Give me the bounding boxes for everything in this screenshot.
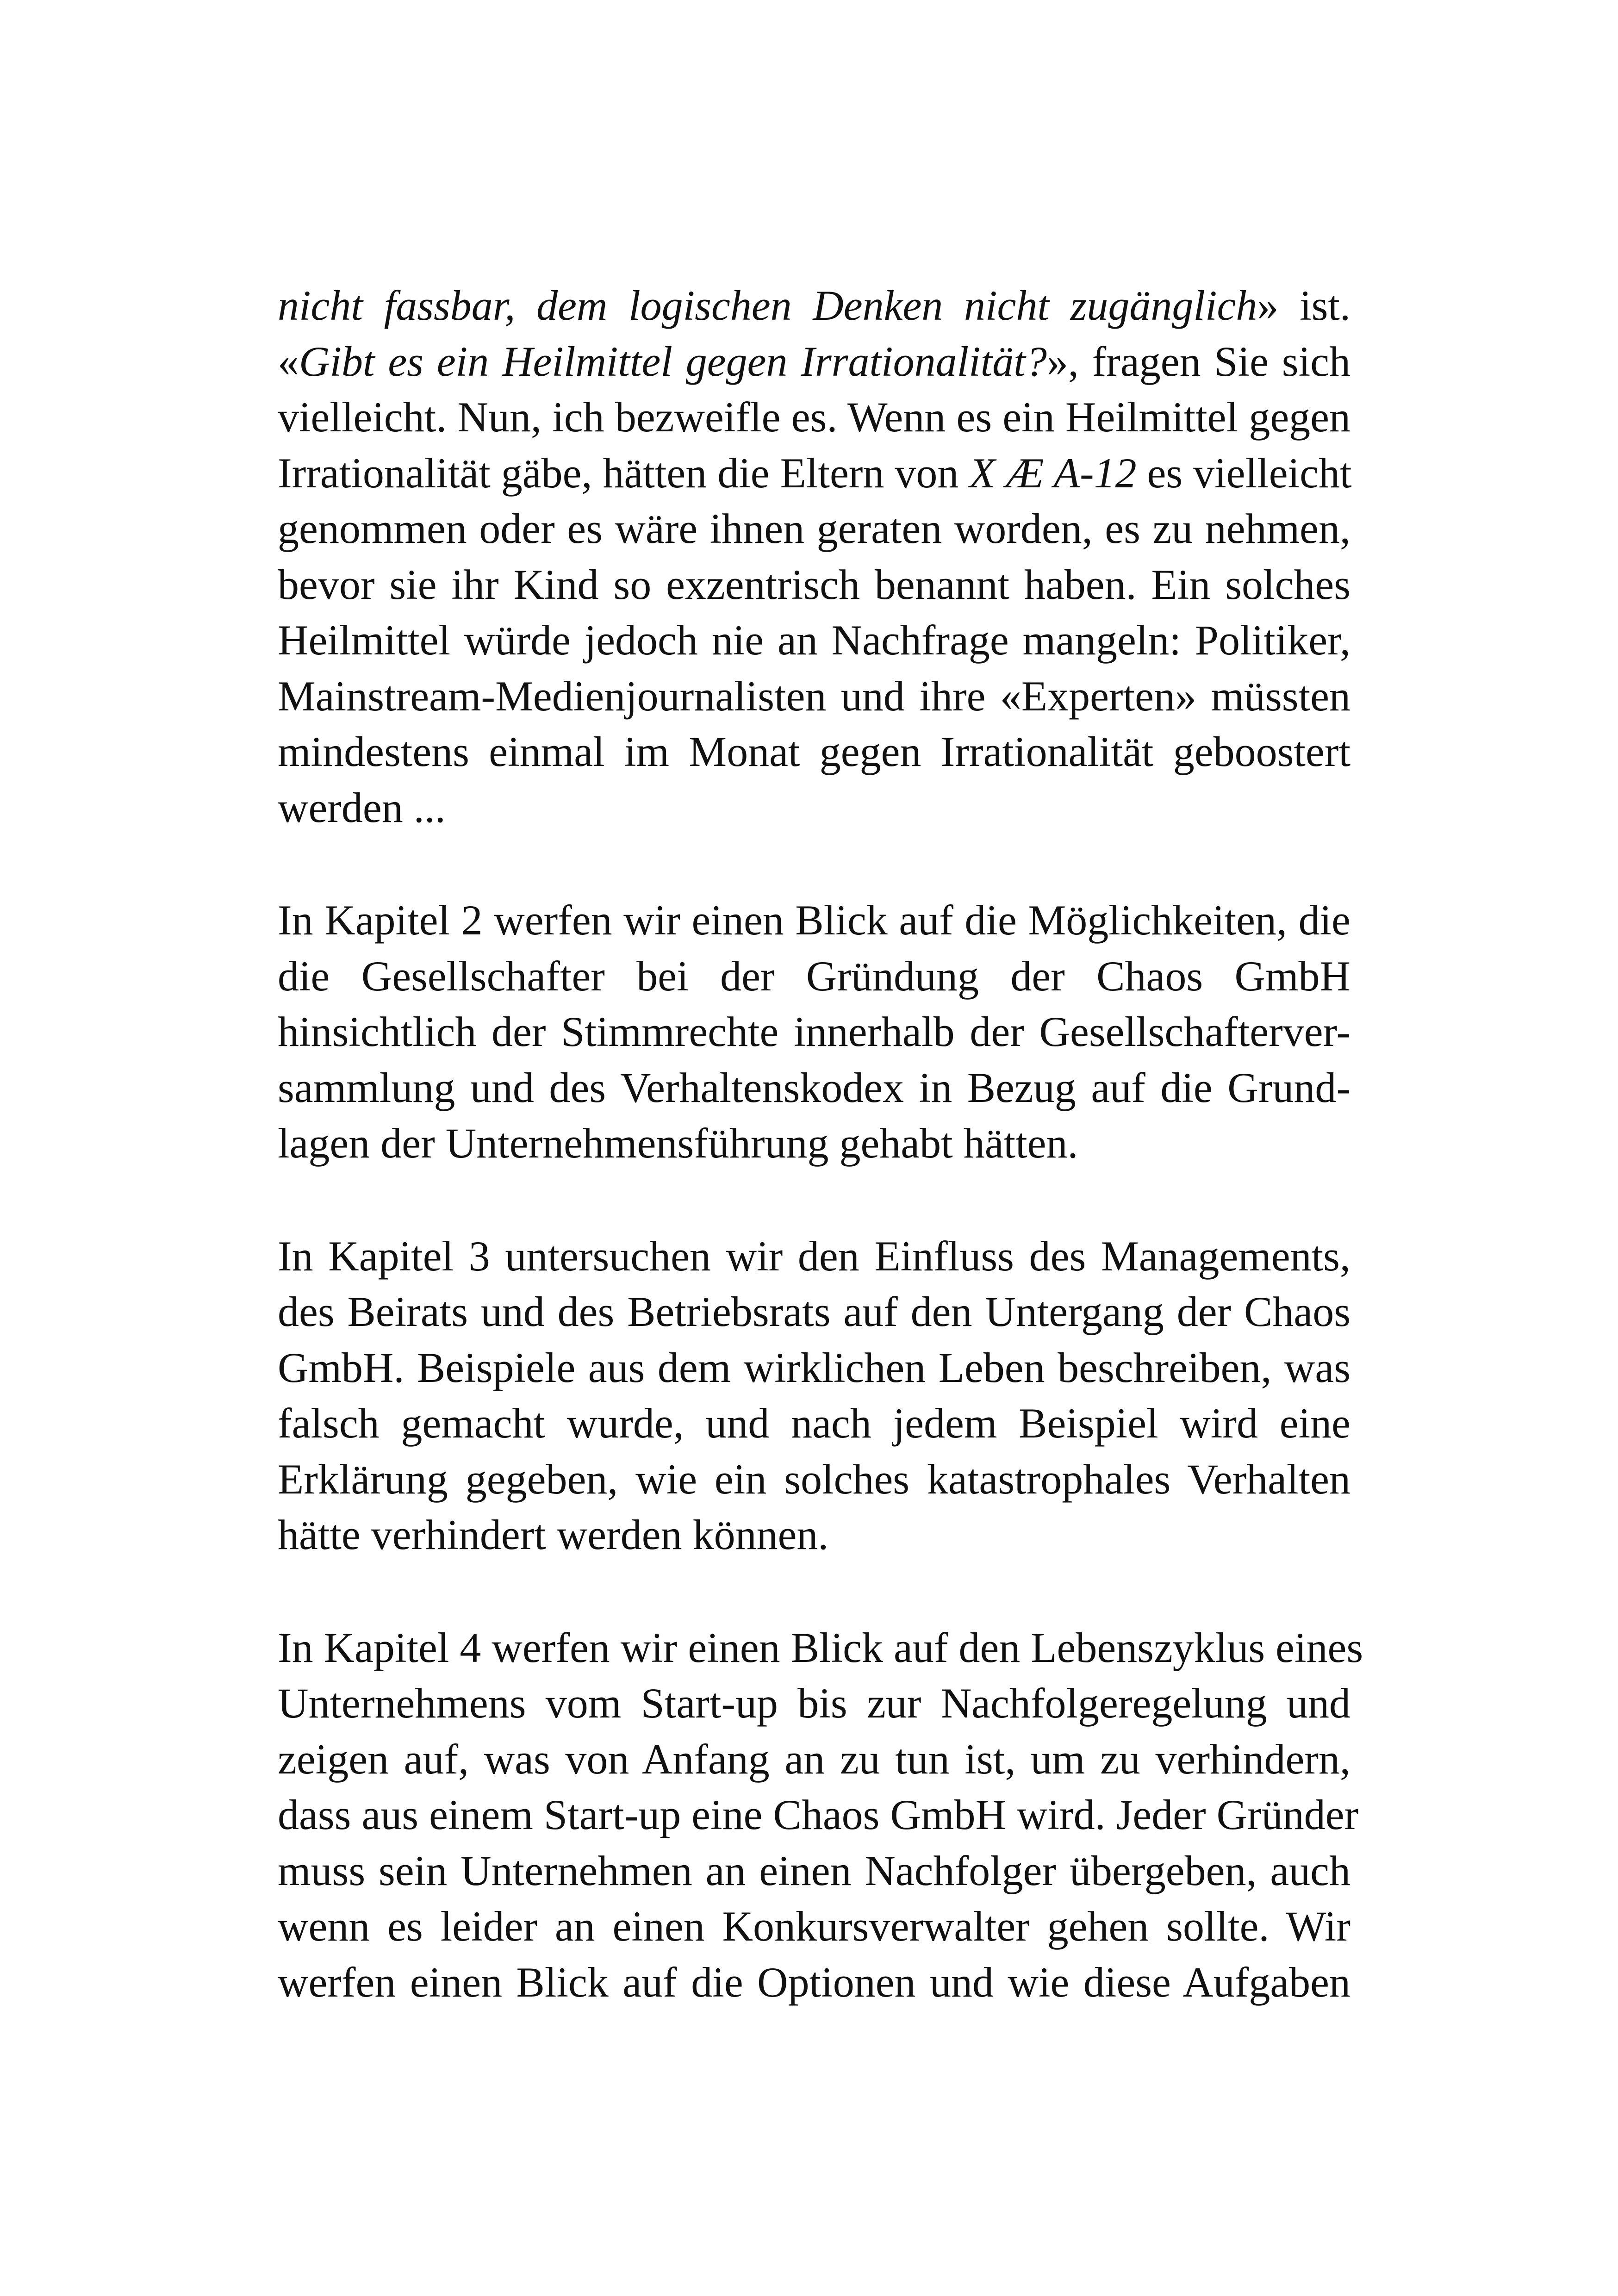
body-text (278, 278, 1363, 2010)
text-line (278, 780, 1350, 836)
text-line (278, 1395, 1350, 1451)
text-segment: zeigen auf, was von Anfang an zu tun ist, um zu verhindern, (278, 1735, 1350, 1783)
text-line (278, 668, 1350, 724)
text-segment: lagen der Unternehmensführung gehabt hätten. (278, 1120, 1078, 1167)
text-segment: In Kapitel 3 untersuchen wir den Einfluss des Managements, (278, 1232, 1350, 1280)
text-segment: Irrationalität gäbe, hätten die Eltern von (278, 449, 970, 497)
text-segment: vielleicht. Nun, ich bezweifle es. Wenn es ein Heilmittel gegen (278, 393, 1350, 441)
text-segment: wenn es leider an einen Konkursverwalter gehen sollte. Wir (278, 1903, 1350, 1950)
text-segment: GmbH. Beispiele aus dem wirklichen Leben beschreiben, was (278, 1344, 1350, 1391)
text-segment: Erklärung gegeben, wie ein solches katastrophales Verhalten (278, 1455, 1350, 1503)
text-line (278, 1115, 1350, 1171)
text-segment: In Kapitel 4 werfen wir einen Blick auf den Lebenszyklus eines (278, 1624, 1363, 1671)
text-segment: die Gesellschafter bei der Gründung der Chaos GmbH (278, 952, 1350, 1000)
text-line (278, 1843, 1350, 1899)
text-line (278, 724, 1350, 780)
text-line (278, 1898, 1350, 1954)
text-line (278, 1507, 1350, 1563)
text-line (278, 1451, 1350, 1507)
text-segment: es vielleicht (1136, 449, 1352, 497)
text-segment: hinsichtlich der Stimmrechte innerhalb der Gesellschafterver- (278, 1008, 1350, 1055)
italic-text: X Æ A-12 (969, 449, 1137, 497)
text-line (278, 948, 1350, 1004)
text-segment: sammlung und des Verhaltenskodex in Bezug auf die Grund- (278, 1064, 1350, 1111)
text-line (278, 1731, 1350, 1787)
text-segment: Heilmittel würde jedoch nie an Nachfrage mangeln: Politiker, (278, 616, 1350, 664)
text-segment: bevor sie ihr Kind so exzentrisch benannt haben. Ein solches (278, 560, 1350, 608)
text-segment: falsch gemacht wurde, und nach jedem Beispiel wird eine (278, 1400, 1350, 1447)
text-segment: werfen einen Blick auf die Optionen und wie diese Aufgaben (278, 1958, 1350, 2006)
text-line (278, 557, 1350, 613)
text-line (278, 612, 1350, 668)
text-segment: muss sein Unternehmen an einen Nachfolger übergeben, auch (278, 1847, 1350, 1894)
text-line (278, 445, 1350, 501)
text-segment: hätte verhindert werden können. (278, 1511, 829, 1558)
text-segment: In Kapitel 2 werfen wir einen Blick auf die Möglichkeiten, die (278, 896, 1350, 944)
paragraph (278, 892, 1350, 1171)
text-line (278, 1340, 1350, 1396)
text-line (278, 1954, 1350, 2010)
text-line (278, 892, 1350, 948)
text-line (278, 334, 1350, 390)
text-segment: Unternehmens vom Start-up bis zur Nachfolgeregelung und (278, 1680, 1350, 1727)
text-segment: werden ... (278, 784, 446, 831)
paragraph (278, 278, 1350, 835)
text-line (278, 1675, 1350, 1731)
text-line (278, 278, 1350, 334)
text-segment: Mainstream-Medienjournalisten und ihre «Experten» müssten (278, 672, 1350, 720)
text-segment: », fragen Sie sich (1046, 337, 1351, 385)
text-line (278, 1787, 1359, 1843)
text-line (278, 1620, 1363, 1676)
text-segment: « (278, 337, 299, 385)
paragraph (278, 1620, 1363, 2010)
text-line (278, 1228, 1350, 1284)
text-line (278, 501, 1350, 557)
text-segment: » ist. (1257, 282, 1350, 329)
text-segment: dass aus einem Start-up eine Chaos GmbH wird. Jeder Gründer (278, 1791, 1359, 1838)
italic-text: Gibt es ein Heilmittel gegen Irrationalität? (299, 337, 1047, 385)
text-segment: mindestens einmal im Monat gegen Irrationalität geboostert (278, 728, 1350, 775)
text-line (278, 1060, 1350, 1116)
text-line (278, 1284, 1350, 1340)
italic-text: nicht fassbar, dem logischen Denken nicht zugänglich (278, 282, 1257, 329)
text-segment: genommen oder es wäre ihnen geraten worden, es zu nehmen, (278, 505, 1350, 552)
text-line (278, 1004, 1350, 1060)
text-segment: des Beirats und des Betriebsrats auf den Untergang der Chaos (278, 1288, 1350, 1335)
text-line (278, 389, 1350, 445)
paragraph (278, 1228, 1350, 1563)
